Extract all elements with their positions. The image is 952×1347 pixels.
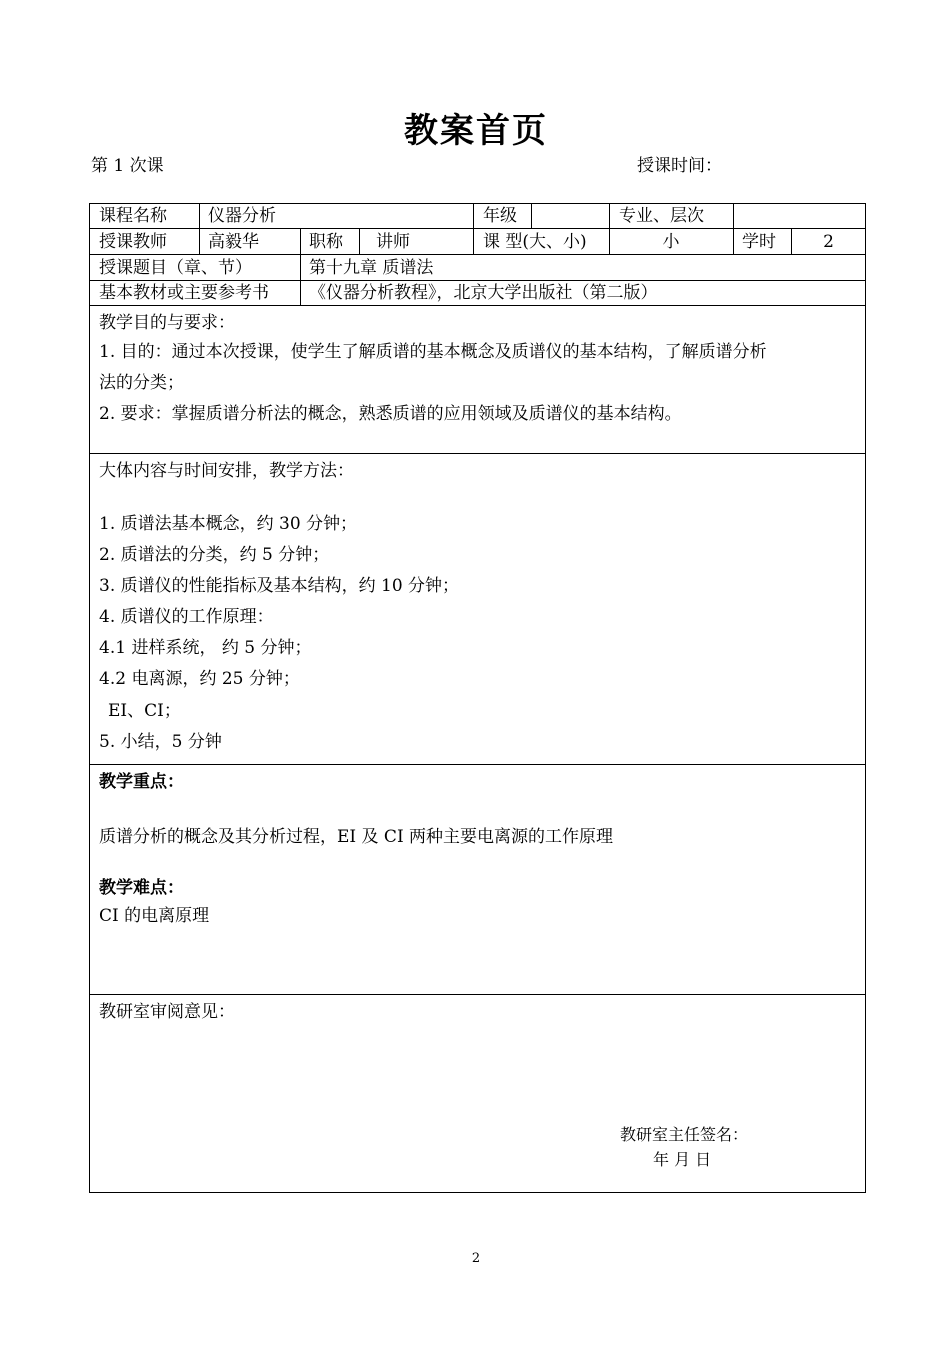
content-item: 4.2 电离源，约 25 分钟； [99, 669, 300, 689]
difficulties-heading: 教学难点： [99, 878, 184, 898]
objectives-line: 1. 目的：通过本次授课，使学生了解质谱的基本概念及质谱仪的基本结构，了解质谱分析 [99, 342, 767, 362]
column-divider [300, 228, 301, 305]
grade-label: 年级 [483, 206, 517, 226]
major-level-label: 专业、层次 [619, 206, 704, 226]
column-divider [733, 203, 734, 254]
objectives-heading: 教学目的与要求： [99, 313, 235, 333]
rank-label: 职称 [309, 232, 343, 252]
content-item: 2. 质谱法的分类，约 5 分钟； [99, 545, 330, 565]
content-item: 4.1 进样系统， 约 5 分钟； [99, 638, 312, 658]
textbook-value: 《仪器分析教程》，北京大学出版社（第二版） [309, 283, 658, 303]
objectives-line: 法的分类； [99, 373, 184, 393]
date-label: 年 月 日 [653, 1150, 712, 1169]
course-name-value: 仪器分析 [208, 206, 276, 226]
content-item: 3. 质谱仪的性能指标及基本结构，约 10 分钟； [99, 576, 460, 596]
teaching-time-label: 授课时间： [637, 156, 722, 176]
content-heading: 大体内容与时间安排，教学方法： [99, 461, 354, 481]
textbook-label: 基本教材或主要参考书 [99, 283, 269, 303]
difficulties-text: CI 的电离原理 [99, 906, 210, 926]
column-divider [473, 203, 474, 254]
row-divider [89, 305, 866, 306]
class-type-label: 课 型(大、小) [483, 232, 587, 252]
key-points-text: 质谱分析的概念及其分析过程，EI 及 CI 两种主要电离源的工作原理 [99, 827, 614, 847]
row-divider [89, 254, 866, 255]
class-type-value: 小 [662, 232, 680, 252]
row-divider [89, 228, 866, 229]
page-title: 教案首页 [404, 111, 548, 151]
review-heading: 教研室审阅意见： [99, 1002, 235, 1022]
section-divider [89, 994, 866, 995]
teacher-label: 授课教师 [99, 232, 167, 252]
column-divider [199, 203, 200, 254]
content-item: 5. 小结，5 分钟 [99, 732, 222, 752]
content-item: 1. 质谱法基本概念，约 30 分钟； [99, 514, 358, 534]
topic-value: 第十九章 质谱法 [309, 258, 434, 278]
rank-value: 讲师 [376, 232, 410, 252]
column-divider [359, 228, 360, 254]
section-divider [89, 764, 866, 765]
key-points-heading: 教学重点： [99, 772, 184, 792]
signature-label: 教研室主任签名： [620, 1125, 749, 1144]
course-name-label: 课程名称 [99, 206, 167, 226]
hours-value: 2 [823, 232, 834, 252]
column-divider [531, 203, 532, 228]
lesson-number: 第 1 次课 [91, 156, 164, 176]
content-item: 4. 质谱仪的工作原理： [99, 607, 274, 627]
teacher-value: 高毅华 [208, 232, 259, 252]
topic-label: 授课题目（章、节） [99, 258, 252, 278]
objectives-line: 2. 要求：掌握质谱分析法的概念，熟悉质谱的应用领域及质谱仪的基本结构。 [99, 404, 682, 424]
page-number: 2 [471, 1251, 481, 1266]
hours-label: 学时 [742, 232, 776, 252]
section-divider [89, 453, 866, 454]
content-item: EI、CI； [108, 701, 181, 721]
